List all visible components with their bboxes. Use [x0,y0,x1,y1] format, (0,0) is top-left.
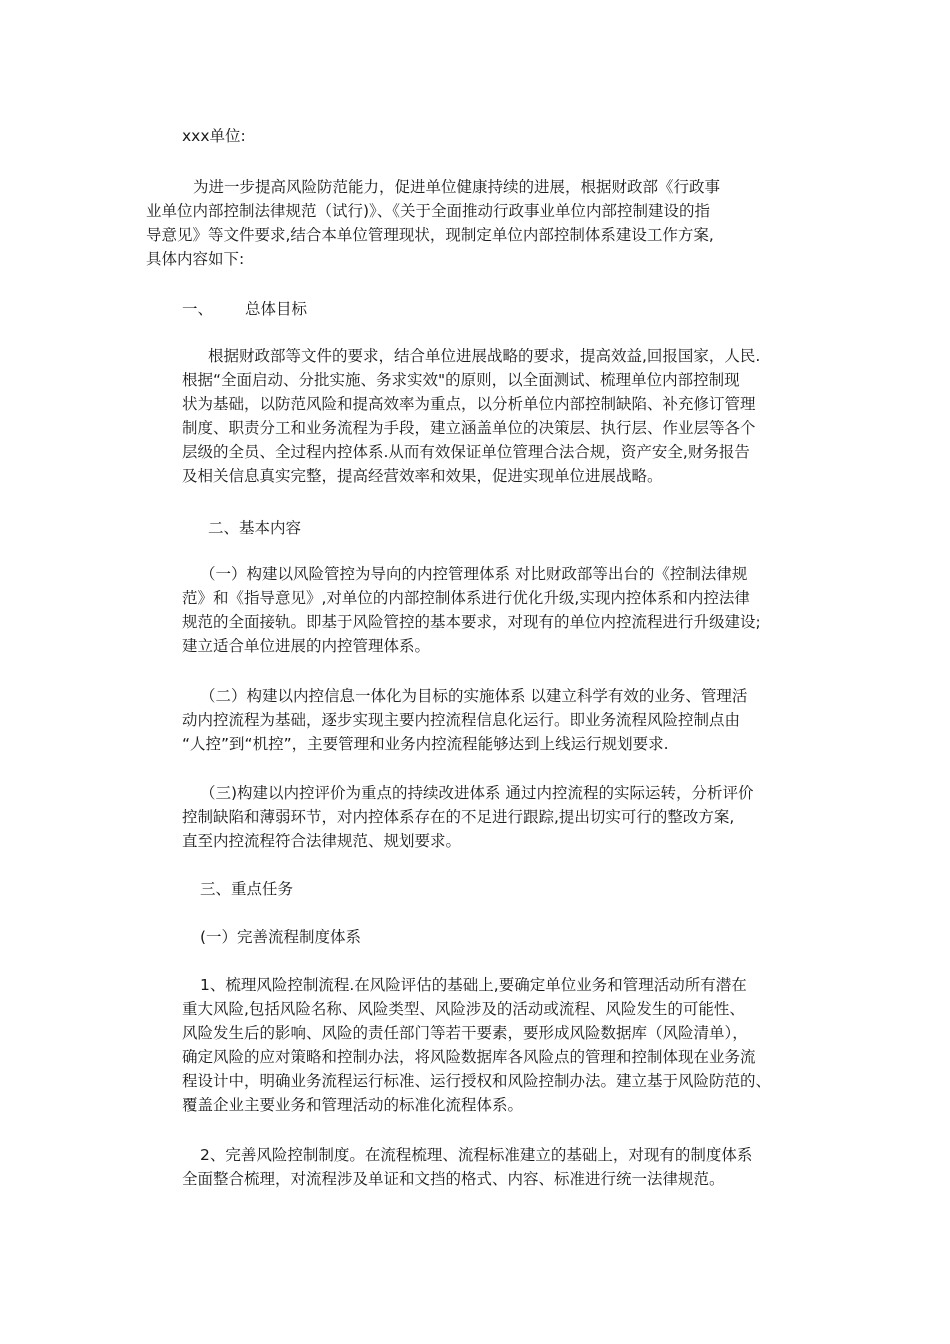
intro-line: 为进一步提高风险防范能力，促进单位健康持续的进展，根据财政部《行政事 [193,178,721,196]
paragraph-line: 制度、职责分工和业务流程为手段，建立涵盖单位的决策层、执行层、作业层等各个 [182,419,756,437]
paragraph-line: 动内控流程为基础，逐步实现主要内控流程信息化运行。即业务流程风险控制点由 [182,711,741,729]
paragraph-line: 1、梳理风险控制流程.在风险评估的基础上,要确定单位业务和管理活动所有潜在 [200,976,747,994]
paragraph-line: 控制缺陷和薄弱环节，对内控体系存在的不足进行跟踪,提出切实可行的整改方案, [182,808,735,826]
paragraph-line: 直至内控流程符合法律规范、规划要求。 [182,832,462,850]
section-2-heading: 二、基本内容 [208,519,302,537]
section-1-number: 一、 [182,300,214,318]
section-1-title: 总体目标 [245,300,308,318]
paragraph-line: 建立适合单位进展的内控管理体系。 [182,637,431,655]
paragraph-line: 风险发生后的影响、风险的责任部门等若干要素，要形成风险数据库（风险清单）， [182,1024,748,1042]
paragraph-line: “人控”到“机控”，主要管理和业务内控流程能够达到上线运行规划要求. [182,735,669,753]
paragraph-line: 根据“全面启动、分批实施、务求实效"的原则，以全面测试、梳理单位内部控制现 [182,371,740,389]
paragraph-line: （二）构建以内控信息一体化为目标的实施体系 以建立科学有效的业务、管理活 [200,687,748,705]
paragraph-line: 根据财政部等文件的要求，结合单位进展战略的要求，提高效益,回报国家，人民. [208,347,761,365]
paragraph-line: 规范的全面接轨。即基于风险管控的基本要求，对现有的单位内控流程进行升级建设; [182,613,761,631]
paragraph-line: 2、完善风险控制制度。在流程梳理、流程标准建立的基础上，对现有的制度体系 [200,1146,753,1164]
paragraph-line: 全面整合梳理，对流程涉及单证和文挡的格式、内容、标准进行统一法律规范。 [182,1170,725,1188]
paragraph-line: （一）构建以风险管控为导向的内控管理体系 对比财政部等出台的《控制法律规 [200,565,748,583]
paragraph-line: 确定风险的应对策略和控制办法，将风险数据库各风险点的管理和控制体现在业务流 [182,1048,756,1066]
intro-line: 业单位内部控制法律规范（试行)》、《关于全面推动行政事业单位内部控制建设的指 [146,202,711,220]
paragraph-line: 层级的全员、全过程内控体系.从而有效保证单位管理合法合规，资产安全,财务报告 [182,443,750,461]
paragraph-line: 范》和《指导意见》,对单位的内部控制体系进行优化升级,实现内控体系和内控法律 [182,589,750,607]
paragraph-line: 重大风险,包括风险名称、风险类型、风险涉及的活动或流程、风险发生的可能性、 [182,1000,745,1018]
paragraph-line: （三)构建以内控评价为重点的持续改进体系 通过内控流程的实际运转，分析评价 [200,784,754,802]
intro-line: 具体内容如下: [146,250,245,268]
section-3-heading: 三、重点任务 [200,880,294,898]
section-3-subheading: (一）完善流程制度体系 [200,928,362,946]
intro-line: 导意见》等文件要求,结合本单位管理现状，现制定单位内部控制体系建设工作方案, [146,226,714,244]
paragraph-line: 覆盖企业主要业务和管理活动的标准化流程体系。 [182,1096,524,1114]
paragraph-line: 状为基础，以防范风险和提高效率为重点，以分析单位内部控制缺陷、补充修订管理 [182,395,756,413]
salutation: xxx单位: [182,127,246,145]
paragraph-line: 程设计中，明确业务流程运行标准、运行授权和风险控制办法。建立基于风险防范的、 [182,1072,772,1090]
paragraph-line: 及相关信息真实完整，提高经营效率和效果，促进实现单位进展战略。 [182,467,663,485]
